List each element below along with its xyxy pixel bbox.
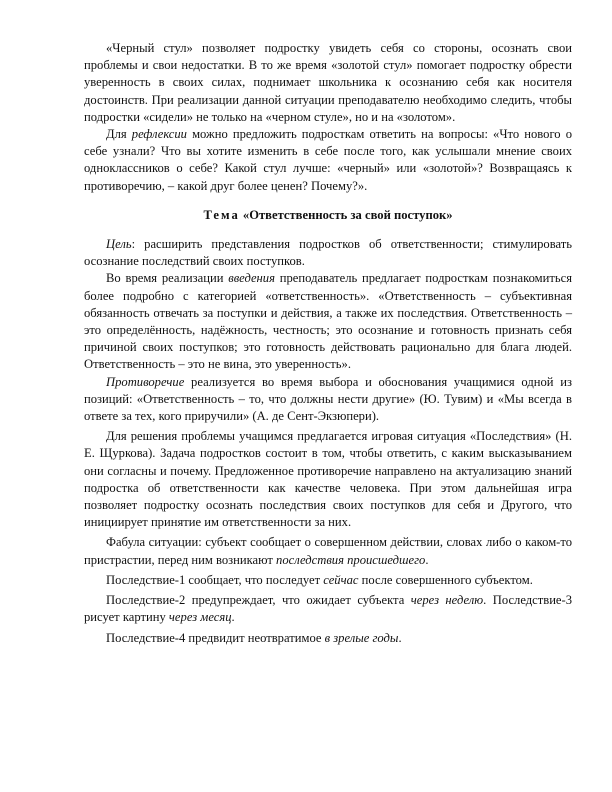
text-run: Фабула ситуации: субъект сообщает о совершенном действии, словах либо о каком-то пристрастии, перед ним возникают [84,535,572,567]
text-run: . Последствие-3 рисует картину [84,593,573,625]
document-page [84,40,572,647]
text-run: преподаватель предлагает подросткам познакомиться более подробно с категорией «ответственность». «Ответственность – субъективная обязанность отвечать за поступки и действия, а также их последствия. Ответственность – это определённость, надёжность, честность; это осознание и готовность признать себя причиной своих поступков; это готовность действовать рационально для блага людей. Ответственность – это не вина, это уверенность». [84,271,572,372]
text-run: можно предложить подросткам ответить на вопросы: «Что нового о себе узнали? Что вы хотите изменить в себе после того, как услышали мнение своих одноклассников о себе? Какой стул лучше: «черный» или «золотой»? Возвращаясь к противоречию, – какой друг более ценен? Почему?». [84,127,572,193]
italic-term: последствия происшедшего [276,552,426,567]
section-heading [84,207,572,224]
italic-term: сейчас [323,572,359,587]
italic-term: Цель [106,237,132,252]
text-run: . [231,610,235,625]
text-run: . [398,630,402,645]
italic-term: введения [228,271,275,286]
paragraph-plot [84,534,572,568]
paragraph-game: Для решения проблемы учащимся предлагается игровая ситуация «Последствия» (Н. Е. Щуркова). Задача подростков состоит в том, чтобы ответить, с каким высказыванием они согласны и почему. Предложенное противоречие направлено на актуализацию знаний подростка об ответственности как качестве человека. При этом дальнейшая игра позволяет подростку осознать последствия своих поступков для себя и Другого, что инициирует принятие им ответственности за них. [84,429,572,530]
text-run: после совершенного субъектом. [358,572,533,587]
paragraph-consequence-4 [84,630,572,647]
text-run: : расширить представления подростков об ответственности; стимулировать осознание последствий своих поступков. [84,237,572,269]
italic-term: через месяц [168,610,232,625]
italic-term: через неделю [410,593,484,608]
text-run: реализуется во время выбора и обоснования учащимися одной из позиций: «Ответственность – то, что должны нести другие» (Ю. Тувим) и «Мы всегда в ответе за тех, кого приручили» (А. де Сент-Экзюпери). [84,374,572,424]
italic-term: Противоречие [106,374,185,389]
text-run: . [425,552,429,567]
paragraph-consequence-2-3 [84,592,572,626]
text-run: Для [106,127,132,142]
italic-term: в зрелые годы [324,630,399,645]
text-run: Последствие-4 предвидит неотвратимое [106,630,325,645]
paragraph-reflection [84,126,572,195]
paragraph-chairs: «Черный стул» позволяет подростку увидеть себя со стороны, осознать свои проблемы и свои недостатки. В то же время «золотой стул» помогает подростку обрести уверенность в своих силах, поднимает школьника к осознанию себя как носителя достоинств. При реализации данной ситуации преподавателю необходимо следить, чтобы подростки «сидели» не только на «черном стуле», но и на «золотом». [84,41,572,124]
paragraph-introduction [84,270,572,373]
paragraph-goal [84,236,572,270]
text-run: Во время реализации [106,271,229,286]
text-run: Последствие-1 сообщает, что последует [106,572,324,587]
heading-title: «Ответственность за свой поступок» [239,207,453,222]
paragraph-consequence-1 [84,572,572,589]
italic-term: рефлексии [131,127,187,142]
text-run: Последствие-2 предупреждает, что ожидает субъекта [106,593,411,608]
heading-label: Тема [203,207,240,222]
paragraph-contradiction [84,374,572,426]
